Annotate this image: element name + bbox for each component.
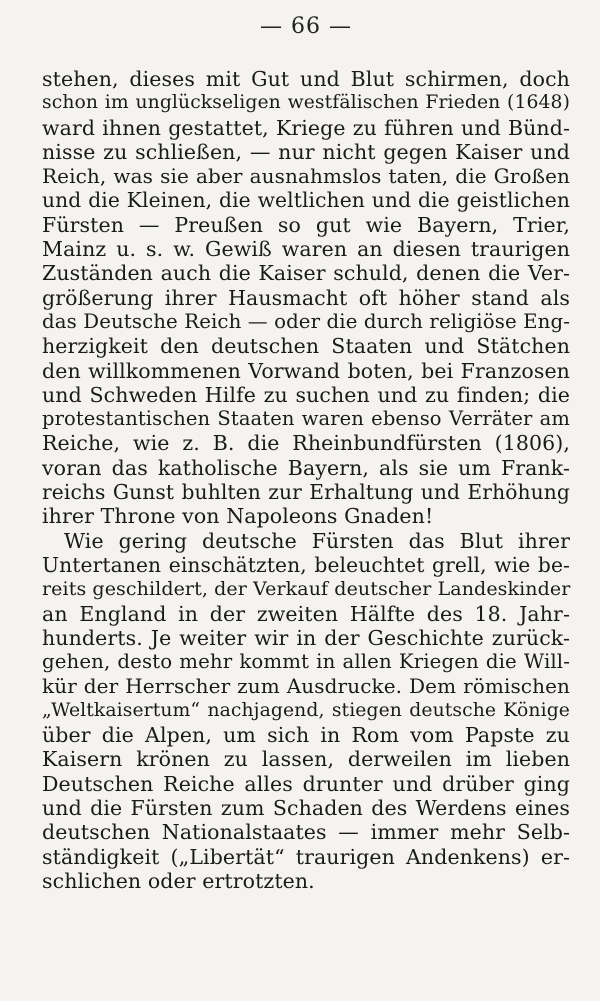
text-line: Fürsten — Preußen so gut wie Bayern, Trier,: [42, 212, 570, 237]
text-line: protestantischen Staaten waren ebenso Verräter am: [42, 407, 570, 431]
paragraph-end-line: schlichen oder ertrotzten.: [42, 868, 315, 893]
paragraph-end-line: ihrer Throne von Napoleons Gnaden!: [42, 504, 434, 529]
text-line: ward ihnen gestattet, Kriege zu führen und Bünd-: [42, 115, 570, 140]
text-line: Zuständen auch die Kaiser schuld, denen die Ver-: [42, 261, 570, 286]
text-line: ständigkeit („Libertät“ traurigen Andenkens) er-: [42, 844, 570, 869]
text-line: größerung ihrer Hausmacht oft höher stand als: [42, 285, 570, 310]
text-line: Mainz u. s. w. Gewiß waren an diesen traurigen: [42, 237, 570, 262]
text-line: und Schweden Hilfe zu suchen und zu finden; die: [42, 382, 570, 407]
text-line: herzigkeit den deutschen Staaten und Stätchen: [42, 334, 570, 359]
text-line: den willkommenen Vorwand boten, bei Franzosen: [42, 358, 570, 383]
text-line: voran das katholische Bayern, als sie um Frank-: [42, 455, 570, 480]
text-line: Reiche, wie z. B. die Rheinbundfürsten (1806),: [42, 431, 570, 456]
page-number: — 66 —: [260, 14, 352, 39]
text-line: über die Alpen, um sich in Rom vom Papste zu: [42, 723, 570, 748]
text-line: Reich, was sie aber ausnahmslos taten, die Großen: [42, 164, 570, 189]
text-line: deutschen Nationalstaates — immer mehr Selb-: [42, 820, 570, 845]
text-line: reichs Gunst buhlten zur Erhaltung und Erhöhung: [42, 480, 570, 505]
text-line: Deutschen Reiche alles drunter und drüber ging: [42, 771, 570, 796]
text-line: und die Kleinen, die weltlichen und die geistlichen: [42, 188, 570, 213]
text-line: Untertanen einschätzten, beleuchtet grell, wie be-: [42, 552, 570, 577]
text-line: stehen, dieses mit Gut und Blut schirmen, doch: [42, 67, 570, 91]
text-line: reits geschildert, der Verkauf deutscher Landeskinder: [42, 578, 571, 601]
text-line: und die Fürsten zum Schaden des Werdens eines: [42, 795, 570, 820]
text-line: hunderts. Je weiter wir in der Geschichte zurück-: [42, 625, 570, 650]
text-line: das Deutsche Reich — oder die durch religiöse Eng-: [42, 309, 570, 333]
text-line: schon im unglückseligen westfälischen Frieden (1648): [42, 92, 570, 114]
text-line: gehen, desto mehr kommt in allen Kriegen die Will-: [42, 650, 570, 674]
text-line: an England in der zweiten Hälfte des 18. Jahr-: [42, 601, 570, 626]
text-line: „Weltkaisertum“ nachjagend, stiegen deutsche Könige: [42, 699, 570, 721]
text-line: nisse zu schließen, — nur nicht gegen Kaiser und: [42, 139, 570, 164]
body-text: [42, 67, 570, 893]
paragraph-start-line: Wie gering deutsche Fürsten das Blut ihrer: [64, 528, 570, 553]
text-line: kür der Herrscher zum Ausdrucke. Dem römischen: [42, 674, 570, 699]
text-line: Kaisern krönen zu lassen, derweilen im lieben: [42, 747, 570, 772]
